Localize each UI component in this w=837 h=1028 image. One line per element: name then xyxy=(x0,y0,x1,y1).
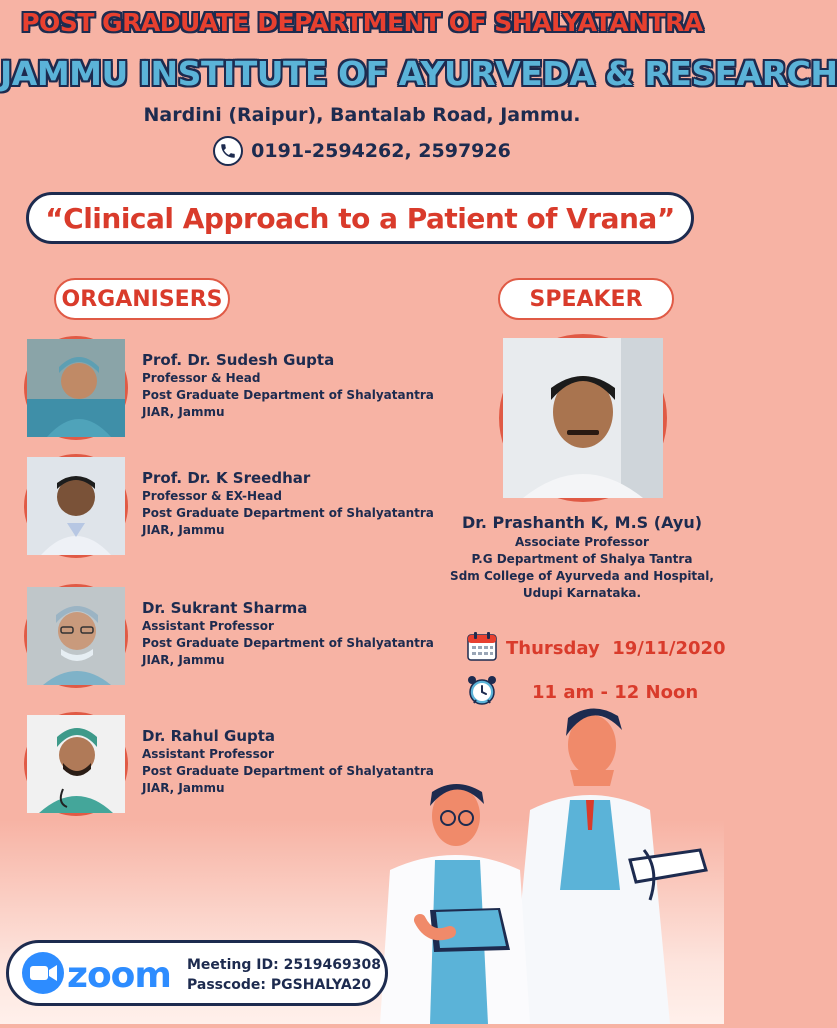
organiser-info xyxy=(142,350,442,421)
speaker-photo xyxy=(499,334,667,502)
organiser-department: Post Graduate Department of Shalyatantra xyxy=(142,764,434,778)
organiser-name: Prof. Dr. Sudesh Gupta xyxy=(142,351,335,369)
zoom-wordmark: zoom xyxy=(67,954,171,996)
zoom-logo xyxy=(21,951,171,999)
date-row xyxy=(466,630,726,666)
speaker-college: Sdm College of Ayurveda and Hospital, xyxy=(450,569,714,583)
organiser-department: Post Graduate Department of Shalyatantra xyxy=(142,636,434,650)
organiser-info xyxy=(142,598,442,669)
meeting-id: Meeting ID: 2519469308 xyxy=(187,957,381,973)
organiser-role: Assistant Professor xyxy=(142,619,274,633)
organiser-place: JIAR, Jammu xyxy=(142,781,225,795)
organiser-card xyxy=(24,584,434,692)
organiser-place: JIAR, Jammu xyxy=(142,523,225,537)
event-time: 11 am - 12 Noon xyxy=(532,681,699,703)
phone-icon xyxy=(213,136,243,166)
organiser-photo xyxy=(24,454,128,558)
organiser-name: Dr. Rahul Gupta xyxy=(142,727,276,745)
organiser-name: Prof. Dr. K Sreedhar xyxy=(142,469,311,487)
organisers-label: ORGANISERS xyxy=(54,278,230,320)
zoom-details xyxy=(187,955,381,995)
speaker-label: SPEAKER xyxy=(498,278,674,320)
organiser-role: Assistant Professor xyxy=(142,747,274,761)
organiser-card xyxy=(24,336,434,444)
organiser-role: Professor & EX-Head xyxy=(142,489,282,503)
speaker-name: Dr. Prashanth K, M.S (Ayu) xyxy=(461,513,703,532)
speaker-department: P.G Department of Shalya Tantra xyxy=(471,552,693,566)
organiser-photo xyxy=(24,584,128,688)
zoom-info-box xyxy=(6,940,388,1006)
organiser-place: JIAR, Jammu xyxy=(142,653,225,667)
organiser-department: Post Graduate Department of Shalyatantra xyxy=(142,388,434,402)
organiser-department: Post Graduate Department of Shalyatantra xyxy=(142,506,434,520)
topic-banner: “Clinical Approach to a Patient of Vrana” xyxy=(26,192,694,244)
speaker-info xyxy=(440,512,724,602)
organiser-role: Professor & Head xyxy=(142,371,261,385)
doctors-illustration xyxy=(360,700,724,1024)
organiser-card xyxy=(24,454,434,562)
zoom-camera-icon xyxy=(21,951,65,999)
address: Nardini (Raipur), Bantalab Road, Jammu. xyxy=(143,104,581,126)
event-date: Thursday 19/11/2020 xyxy=(506,637,726,659)
phone-numbers: 0191-2594262, 2597926 xyxy=(251,140,511,162)
speaker-place: Udupi Karnataka. xyxy=(522,586,642,600)
institute-title: JAMMU INSTITUTE OF AYURVEDA & RESEARCH xyxy=(0,54,837,93)
phone-row xyxy=(0,136,724,166)
calendar-icon xyxy=(466,630,498,666)
speaker-role: Associate Professor xyxy=(515,535,649,549)
department-title: POST GRADUATE DEPARTMENT OF SHALYATANTRA xyxy=(21,8,703,37)
passcode: Passcode: PGSHALYA20 xyxy=(187,977,372,993)
organiser-photo xyxy=(24,712,128,816)
organiser-place: JIAR, Jammu xyxy=(142,405,225,419)
organiser-info xyxy=(142,468,442,539)
organiser-name: Dr. Sukrant Sharma xyxy=(142,599,308,617)
organiser-photo xyxy=(24,336,128,440)
